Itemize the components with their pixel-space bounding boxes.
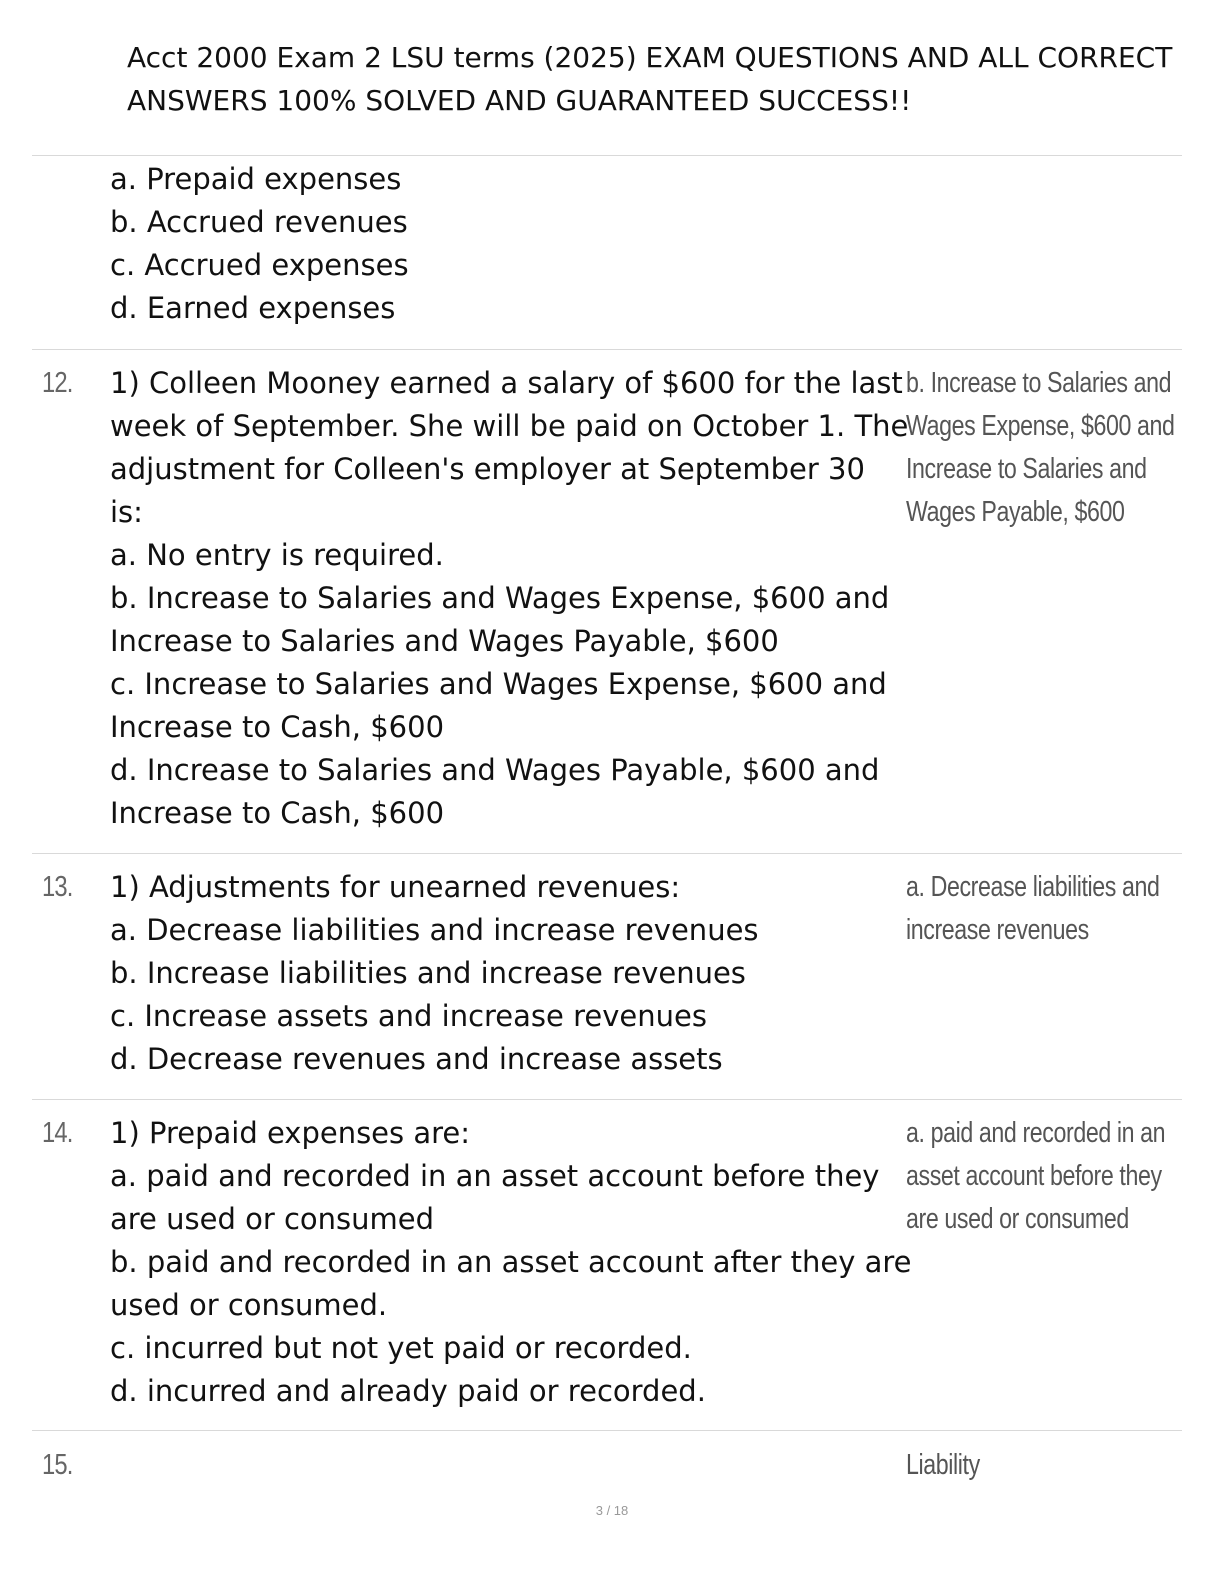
document-title-line-1: Acct 2000 Exam 2 LSU terms (2025) EXAM QUESTIONS AND ALL CORRECT: [127, 41, 1173, 74]
option-c-continued: Increase to Cash, $600: [110, 710, 445, 744]
option-d: d. Increase to Salaries and Wages Payable, $600 and: [110, 753, 880, 787]
answer-line: a. Decrease liabilities and: [906, 871, 1160, 903]
option-b: b. Accrued revenues: [110, 205, 408, 239]
option-b-continued: Increase to Salaries and Wages Payable, $600: [110, 624, 779, 658]
question-number: 12.: [42, 367, 73, 399]
option-d: d. Decrease revenues and increase assets: [110, 1042, 723, 1076]
option-b: b. Increase to Salaries and Wages Expense, $600 and: [110, 581, 890, 615]
answer-line: Liability: [906, 1449, 980, 1481]
divider: [32, 1099, 1182, 1100]
option-c: c. incurred but not yet paid or recorded.: [110, 1331, 692, 1365]
answer-line: are used or consumed: [906, 1203, 1129, 1235]
question-text: [110, 158, 905, 330]
question-line: is:: [110, 495, 143, 529]
answer-text: [906, 1112, 1166, 1241]
question-number: 15.: [42, 1449, 73, 1481]
option-b: b. paid and recorded in an asset account after they are: [110, 1245, 912, 1279]
option-a: a. paid and recorded in an asset account before they: [110, 1159, 880, 1193]
document-title: [127, 36, 1224, 122]
question-line: 1) Colleen Mooney earned a salary of $600 for the last: [110, 366, 903, 400]
option-c: c. Increase assets and increase revenues: [110, 999, 707, 1033]
option-a-continued: are used or consumed: [110, 1202, 435, 1236]
divider: [32, 1430, 1182, 1431]
answer-line: increase revenues: [906, 914, 1089, 946]
answer-line: asset account before they: [906, 1160, 1162, 1192]
question-text: [110, 362, 909, 835]
option-b-continued: used or consumed.: [110, 1288, 388, 1322]
answer-text: [906, 1444, 1162, 1487]
answer-line: b. Increase to Salaries and: [906, 367, 1172, 399]
divider: [32, 853, 1182, 854]
question-line: 1) Prepaid expenses are:: [110, 1116, 471, 1150]
question-line: 1) Adjustments for unearned revenues:: [110, 870, 681, 904]
answer-line: Wages Expense, $600 and: [906, 410, 1175, 442]
answer-text: [906, 866, 1162, 952]
question-line: week of September. She will be paid on October 1. The: [110, 409, 909, 443]
option-d-continued: Increase to Cash, $600: [110, 796, 445, 830]
page-indicator: 3 / 18: [595, 1503, 629, 1518]
option-a: a. No entry is required.: [110, 538, 444, 572]
document-title-line-2: ANSWERS 100% SOLVED AND GUARANTEED SUCCESS!!: [127, 84, 912, 117]
option-a: a. Decrease liabilities and increase revenues: [110, 913, 759, 947]
answer-text: [906, 362, 1175, 534]
question-number: 14.: [42, 1117, 73, 1149]
option-a: a. Prepaid expenses: [110, 162, 402, 196]
divider: [32, 155, 1182, 156]
option-c: c. Increase to Salaries and Wages Expense, $600 and: [110, 667, 887, 701]
question-number: 13.: [42, 871, 73, 903]
answer-line: a. paid and recorded in an: [906, 1117, 1166, 1149]
question-line: adjustment for Colleen's employer at September 30: [110, 452, 865, 486]
option-b: b. Increase liabilities and increase revenues: [110, 956, 746, 990]
answer-line: Wages Payable, $600: [906, 496, 1125, 528]
option-d: d. Earned expenses: [110, 291, 396, 325]
option-d: d. incurred and already paid or recorded.: [110, 1374, 706, 1408]
question-text: [110, 1112, 912, 1413]
divider: [32, 349, 1182, 350]
question-text: [110, 866, 905, 1081]
option-c: c. Accrued expenses: [110, 248, 409, 282]
answer-line: Increase to Salaries and: [906, 453, 1147, 485]
